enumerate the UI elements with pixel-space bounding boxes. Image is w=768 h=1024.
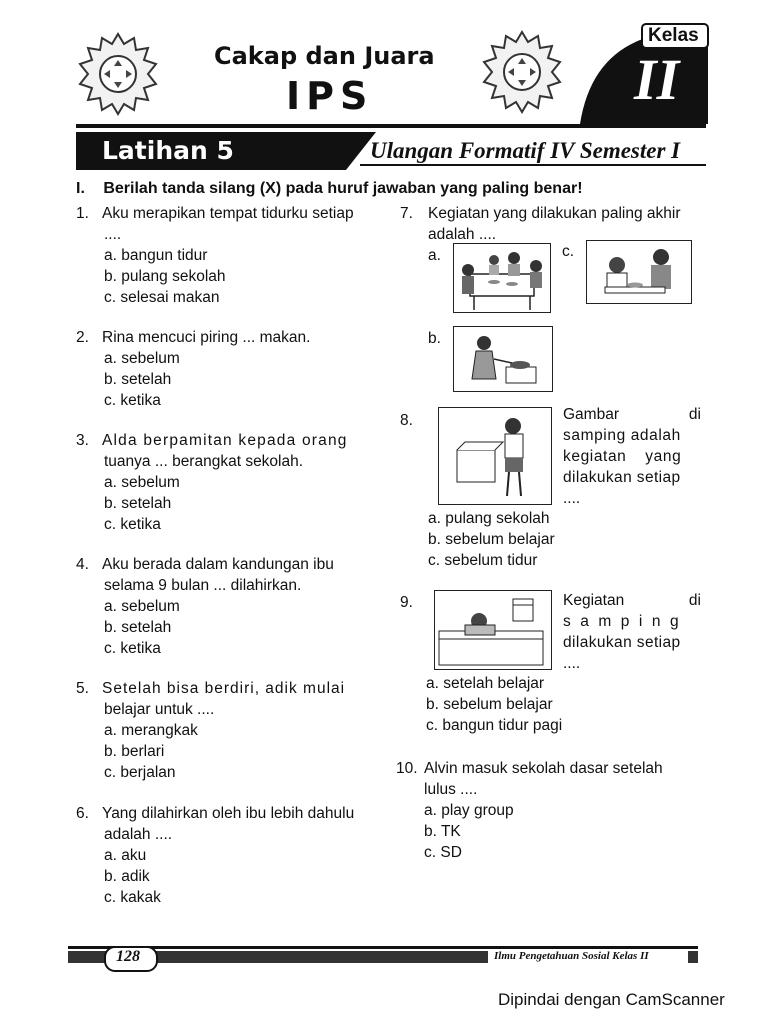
q7-option-a[interactable]: a. bbox=[428, 247, 441, 264]
q10-option-c[interactable]: c. SD bbox=[424, 844, 462, 861]
footer-rule bbox=[68, 946, 698, 949]
q8-line-1-b: di bbox=[688, 406, 701, 423]
subject-title: IPS bbox=[286, 74, 374, 118]
question-6 bbox=[76, 803, 354, 908]
question-3 bbox=[76, 430, 348, 535]
q5-num: 5. bbox=[76, 680, 89, 697]
q9-options bbox=[426, 673, 562, 736]
page-number: 128 bbox=[116, 948, 140, 965]
kelas-value: II bbox=[634, 47, 680, 112]
q2-option-a[interactable]: a. sebelum bbox=[104, 350, 180, 367]
family-dinner-image[interactable] bbox=[453, 243, 551, 313]
q3-text: Alda berpamitan kepada orang bbox=[102, 432, 348, 449]
q9-option-a[interactable]: a. setelah belajar bbox=[426, 675, 545, 692]
instruction-text: Berilah tanda silang (X) pada huruf jawaban yang paling benar! bbox=[103, 180, 583, 197]
q10-text: Alvin masuk sekolah dasar setelah bbox=[424, 760, 663, 777]
q7-text-2: adalah .... bbox=[428, 226, 497, 243]
q4-option-a[interactable]: a. sebelum bbox=[104, 598, 180, 615]
person-cooking-image[interactable] bbox=[453, 326, 553, 392]
q8-line-3: kegiatan yang bbox=[563, 448, 682, 465]
q8-option-b[interactable]: b. sebelum belajar bbox=[428, 531, 555, 548]
question-5 bbox=[76, 678, 345, 783]
q10-option-b[interactable]: b. TK bbox=[424, 823, 461, 840]
q10-option-a[interactable]: a. play group bbox=[424, 802, 514, 819]
book-title: Cakap dan Juara bbox=[214, 42, 435, 70]
q7-text: Kegiatan yang dilakukan paling akhir bbox=[428, 205, 681, 222]
q9-option-b[interactable]: b. sebelum belajar bbox=[426, 696, 553, 713]
q3-option-b[interactable]: b. setelah bbox=[104, 495, 172, 512]
scanner-watermark: Dipindai dengan CamScanner bbox=[498, 990, 725, 1009]
q2-num: 2. bbox=[76, 329, 89, 346]
q6-text-2: adalah .... bbox=[104, 826, 173, 843]
kelas-label: Kelas bbox=[648, 25, 699, 46]
q1-option-b[interactable]: b. pulang sekolah bbox=[104, 268, 226, 285]
q9-line-1 bbox=[563, 590, 701, 611]
child-eating-snack-image[interactable] bbox=[438, 407, 552, 505]
q3-num: 3. bbox=[76, 432, 89, 449]
instruction bbox=[76, 178, 583, 199]
child-sleeping-image[interactable] bbox=[434, 590, 552, 670]
q3-option-a[interactable]: a. sebelum bbox=[104, 474, 180, 491]
q6-num: 6. bbox=[76, 805, 89, 822]
instruction-number: I. bbox=[76, 180, 85, 197]
q10-num: 10. bbox=[396, 760, 418, 777]
children-eating-image[interactable] bbox=[586, 240, 692, 304]
q8-line-1 bbox=[563, 404, 701, 425]
question-7 bbox=[400, 203, 680, 245]
q9-line-4: .... bbox=[563, 655, 581, 672]
q9-line-1-a: Kegiatan bbox=[563, 592, 625, 609]
q8-line-2: samping adalah bbox=[563, 427, 681, 444]
q5-option-b[interactable]: b. berlari bbox=[104, 743, 165, 760]
question-1 bbox=[76, 203, 354, 308]
question-2 bbox=[76, 327, 310, 411]
q3-option-c[interactable]: c. ketika bbox=[104, 516, 161, 533]
ulangan-underline bbox=[360, 164, 706, 166]
q7-option-c[interactable]: c. bbox=[562, 243, 575, 260]
q9-option-c[interactable]: c. bangun tidur pagi bbox=[426, 717, 563, 734]
q5-option-c[interactable]: c. berjalan bbox=[104, 764, 176, 781]
ulangan-title: Ulangan Formatif IV Semester I bbox=[370, 138, 681, 163]
q1-text: Aku merapikan tempat tidurku setiap bbox=[102, 205, 354, 222]
question-4 bbox=[76, 554, 334, 659]
q6-option-c[interactable]: c. kakak bbox=[104, 889, 161, 906]
footer-book-title: Ilmu Pengetahuan Sosial Kelas II bbox=[494, 950, 649, 962]
q5-option-a[interactable]: a. merangkak bbox=[104, 722, 198, 739]
q2-text: Rina mencuci piring ... makan. bbox=[102, 329, 311, 346]
q9-num: 9. bbox=[400, 594, 413, 611]
q6-option-b[interactable]: b. adik bbox=[104, 868, 150, 885]
top-rule bbox=[76, 124, 706, 128]
q9-line-3: dilakukan setiap bbox=[563, 634, 681, 651]
q8-option-a[interactable]: a. pulang sekolah bbox=[428, 510, 550, 527]
q5-text: Setelah bisa berdiri, adik mulai bbox=[102, 680, 346, 697]
latihan-title: Latihan 5 bbox=[102, 136, 234, 165]
q4-text: Aku berada dalam kandungan ibu bbox=[102, 556, 334, 573]
q7-num: 7. bbox=[400, 205, 413, 222]
q8-line-4: dilakukan setiap bbox=[563, 469, 681, 486]
q4-text-2: selama 9 bulan ... dilahirkan. bbox=[104, 577, 302, 594]
q9-question bbox=[563, 590, 701, 674]
q8-line-1-a: Gambar bbox=[563, 406, 619, 423]
q8-num: 8. bbox=[400, 412, 413, 429]
q9-line-2: s a m p i n g bbox=[563, 613, 682, 630]
q4-option-c[interactable]: c. ketika bbox=[104, 640, 161, 657]
q4-option-b[interactable]: b. setelah bbox=[104, 619, 172, 636]
q6-text: Yang dilahirkan oleh ibu lebih dahulu bbox=[102, 805, 355, 822]
gear-icon-left bbox=[72, 30, 164, 118]
q8-option-c[interactable]: c. sebelum tidur bbox=[428, 552, 538, 569]
q9-line-1-b: di bbox=[688, 592, 701, 609]
q2-option-c[interactable]: c. ketika bbox=[104, 392, 161, 409]
q1-text-2: .... bbox=[104, 226, 122, 243]
q1-option-a[interactable]: a. bangun tidur bbox=[104, 247, 208, 264]
q8-options bbox=[428, 508, 555, 571]
q8-line-5: .... bbox=[563, 490, 581, 507]
q7-option-b[interactable]: b. bbox=[428, 330, 441, 347]
q3-text-2: tuanya ... berangkat sekolah. bbox=[104, 453, 304, 470]
q6-option-a[interactable]: a. aku bbox=[104, 847, 147, 864]
question-10 bbox=[396, 758, 663, 863]
q5-text-2: belajar untuk .... bbox=[104, 701, 215, 718]
q1-option-c[interactable]: c. selesai makan bbox=[104, 289, 220, 306]
q2-option-b[interactable]: b. setelah bbox=[104, 371, 172, 388]
q1-num: 1. bbox=[76, 205, 89, 222]
q10-text-2: lulus .... bbox=[424, 781, 478, 798]
gear-icon-right bbox=[476, 28, 568, 116]
q4-num: 4. bbox=[76, 556, 89, 573]
q8-question bbox=[563, 404, 701, 509]
